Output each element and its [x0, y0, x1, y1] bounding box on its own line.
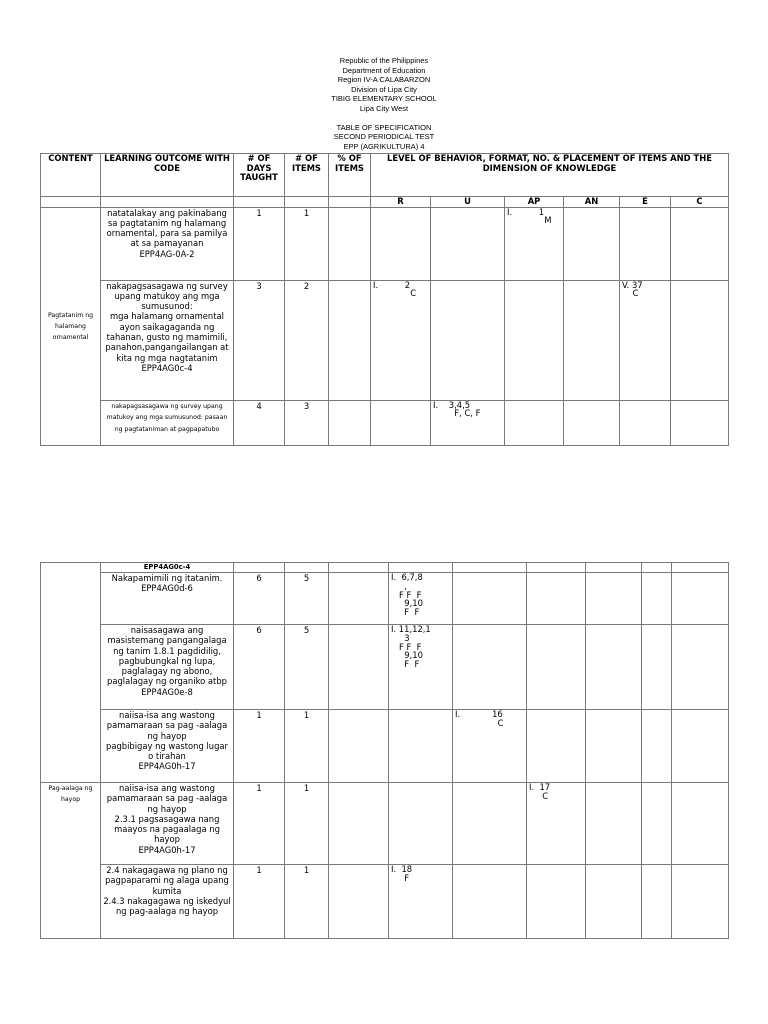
level-u: I. 16 C [453, 710, 527, 783]
header-line: SECOND PERIODICAL TEST [333, 132, 435, 141]
header-line: Region IV-A CALABARZON [337, 75, 431, 84]
percent-items [329, 865, 389, 939]
level-ap [505, 280, 564, 400]
level-u [453, 573, 527, 625]
level-r [371, 400, 431, 445]
header-line: TIBIG ELEMENTARY SCHOOL [331, 94, 437, 103]
percent-items [329, 625, 389, 710]
level-ap [527, 625, 586, 710]
learning-outcome: nakapagsasagawa ng survey upang matukoy ang mga sumusunod: pasaan ng pagtataniman at pagpapatubo [101, 400, 234, 445]
level-e [642, 625, 672, 710]
content-cell: Pag-aalaga ng hayop [41, 783, 101, 939]
subheader-u: U [431, 197, 505, 208]
days-taught: 6 [234, 573, 285, 625]
level-e [642, 783, 672, 865]
col-header-percent: % OF ITEMS [329, 154, 371, 197]
level-c [672, 710, 729, 783]
header-line: Division of Lipa City [351, 84, 417, 94]
percent-items [329, 280, 371, 400]
learning-outcome: nakapagsasagawa ng survey upang matukoy ang mga sumusunod: mga halamang ornamental ayon saikagaganda ng tahanan, gusto ng mamimili, panahon,pangangailangan at kita ng mga nagtatanim EPP4AG0c-4 [101, 280, 234, 400]
level-an [586, 710, 642, 783]
subheader-e: E [620, 197, 671, 208]
days-taught: 1 [234, 207, 285, 280]
learning-outcome: naiisa-isa ang wastong pamamaraan sa pag -aalaga ng hayop pagbibigay ng wastong lugar o tirahan EPP4AG0h-17 [101, 710, 234, 783]
header-line: Department of Education [342, 65, 426, 75]
level-e: V. 37 C [620, 280, 671, 400]
learning-outcome: EPP4AG0c-4 [101, 563, 234, 573]
level-an [586, 625, 642, 710]
learning-outcome: naiisa-isa ang wastong pamamaraan sa pag -aalaga ng hayop 2.3.1 pagsasagawa nang maayos na pagaalaga ng hayop EPP4AG0h-17 [101, 783, 234, 865]
level-e [642, 865, 672, 939]
days-taught: 6 [234, 625, 285, 710]
header-line: EPP (AGRIKULTURA) 4 [343, 141, 425, 151]
learning-outcome: Nakapamimili ng itatanim. EPP4AG0d-6 [101, 573, 234, 625]
percent-items [329, 207, 371, 280]
percent-items [329, 710, 389, 783]
level-r [389, 710, 453, 783]
level-u: I. 3,4,5 F, C, F [431, 400, 505, 445]
level-ap [527, 865, 586, 939]
specification-table-page2 [40, 562, 729, 939]
item-count: 5 [285, 573, 329, 625]
days-taught: 1 [234, 710, 285, 783]
item-count: 1 [285, 865, 329, 939]
col-header-level: LEVEL OF BEHAVIOR, FORMAT, NO. & PLACEMENT OF ITEMS AND THE DIMENSION OF KNOWLEDGE [371, 154, 729, 197]
level-c [671, 400, 729, 445]
item-count: 1 [285, 207, 329, 280]
level-an [586, 783, 642, 865]
content-cell-empty [41, 563, 101, 783]
content-cell: Pagtatanim ng halamang ornamental [41, 207, 101, 445]
subheader-c: C [671, 197, 729, 208]
col-header-days: # OF DAYS TAUGHT [234, 154, 285, 197]
level-r: I. 2 C [371, 280, 431, 400]
level-e [642, 710, 672, 783]
days-taught: 3 [234, 280, 285, 400]
item-count: 3 [285, 400, 329, 445]
subheader-ap: AP [505, 197, 564, 208]
header-line: Lipa City West [359, 103, 409, 113]
level-r: I. 18 F [389, 865, 453, 939]
learning-outcome: natatalakay ang pakinabang sa pagtatanim ng halamang ornamental, para sa pamilya at sa pamayanan EPP4AG-0A-2 [101, 207, 234, 280]
specification-table-page1 [40, 153, 729, 446]
level-r: I. 6,7,8 , F F F 9,10 F F [389, 573, 453, 625]
item-count: 2 [285, 280, 329, 400]
item-count: 1 [285, 783, 329, 865]
header-line: TABLE OF SPECIFICATION [336, 122, 432, 132]
level-an [586, 865, 642, 939]
item-count: 5 [285, 625, 329, 710]
level-e [642, 573, 672, 625]
level-u [453, 625, 527, 710]
header-line: Republic of the Philippines [339, 56, 429, 65]
level-u [431, 207, 505, 280]
level-e [620, 207, 671, 280]
level-c [672, 625, 729, 710]
item-count: 1 [285, 710, 329, 783]
days-taught: 1 [234, 783, 285, 865]
level-r: I. 11,12,1 3 F F F 9,10 F F [389, 625, 453, 710]
percent-items [329, 783, 389, 865]
level-ap [505, 400, 564, 445]
subheader-r: R [371, 197, 431, 208]
level-ap [527, 710, 586, 783]
level-c [671, 280, 729, 400]
level-ap: I. 17 C [527, 783, 586, 865]
header-line [0, 113, 768, 123]
percent-items [329, 400, 371, 445]
col-header-learning-outcome: LEARNING OUTCOME WITH CODE [101, 154, 234, 197]
col-header-content: CONTENT [41, 154, 101, 197]
col-header-items: # OF ITEMS [285, 154, 329, 197]
days-taught: 4 [234, 400, 285, 445]
subheader-an: AN [564, 197, 620, 208]
level-c [672, 783, 729, 865]
level-ap [527, 573, 586, 625]
level-an [586, 573, 642, 625]
level-u [453, 865, 527, 939]
days-taught: 1 [234, 865, 285, 939]
level-c [671, 207, 729, 280]
level-an [564, 280, 620, 400]
learning-outcome: 2.4 nakagagawa ng plano ng pagpaparami ng alaga upang kumita 2.4.3 nakagagawa ng iskedyul ng pag-aalaga ng hayop [101, 865, 234, 939]
learning-outcome: naisasagawa ang masistemang pangangalaga ng tanim 1.8.1 pagdidilig, pagbubungkal ng lupa, paglalagay ng abono, paglalagay ng organiko atbp EPP4AG0e-8 [101, 625, 234, 710]
level-u [431, 280, 505, 400]
level-an [564, 207, 620, 280]
level-e [620, 400, 671, 445]
level-r [389, 783, 453, 865]
level-u [453, 783, 527, 865]
level-c [672, 573, 729, 625]
level-c [672, 865, 729, 939]
document-header [0, 56, 768, 151]
level-ap: I. 1 M [505, 207, 564, 280]
level-an [564, 400, 620, 445]
percent-items [329, 573, 389, 625]
level-r [371, 207, 431, 280]
